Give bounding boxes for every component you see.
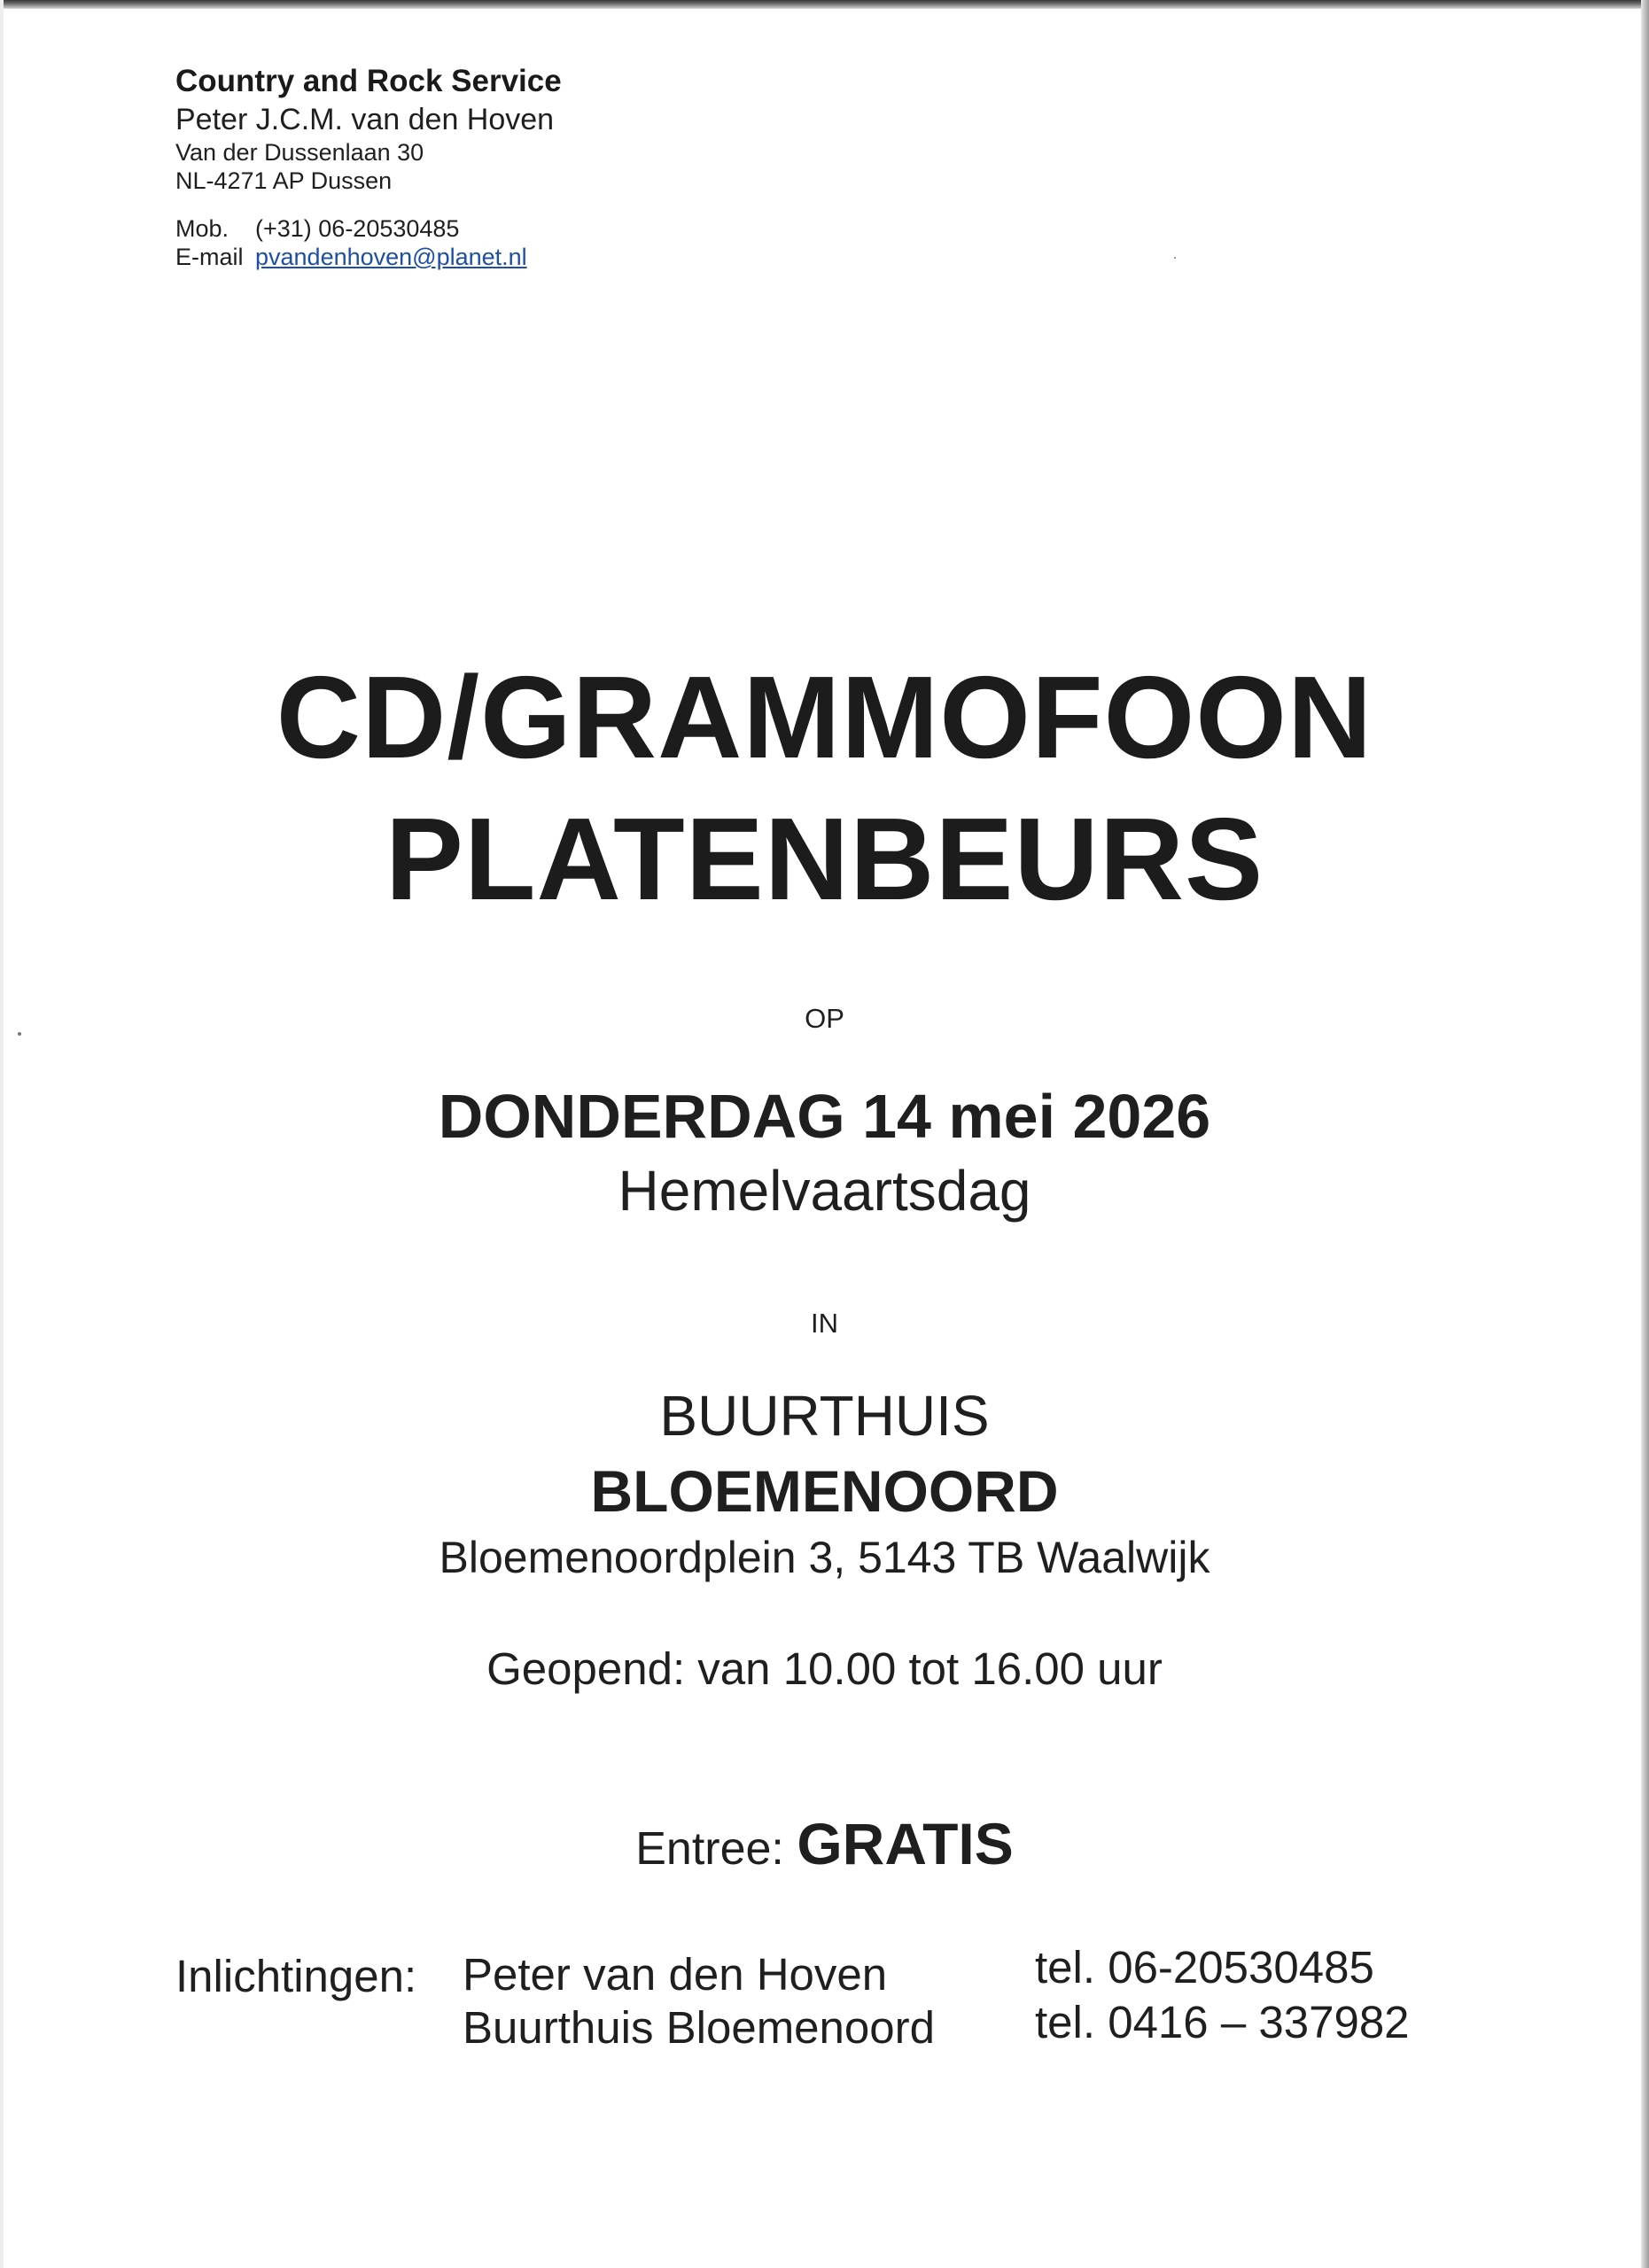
mobile-label: Mob. [175,215,229,242]
contact-person: Peter J.C.M. van den Hoven [175,103,555,136]
contact-phone: tel. 0416 – 337982 [1035,1997,1410,2047]
venue-line-1: BUURTHUIS [659,1384,990,1448]
contact-name: Peter van den Hoven [463,1949,888,2000]
contact-name: Buurthuis Bloemenoord [463,2002,935,2053]
entry-fee [0,1813,1649,1880]
letterhead-contact [175,214,973,271]
street-address: Van der Dussenlaan 30 [175,139,424,166]
on-word: OP [805,1003,844,1034]
city-address: NL-4271 AP Dussen [175,167,393,194]
mobile-row [175,214,973,243]
venue-line-2: BLOEMENOORD [590,1458,1059,1524]
company-name: Country and Rock Service [175,64,562,98]
venue-address: Bloemenoordplein 3, 5143 TB Waalwijk [439,1533,1210,1582]
contact-phone: tel. 06-20530485 [1035,1942,1374,1992]
opening-hours: Geopend: van 10.00 tot 16.00 uur [486,1643,1163,1694]
letterhead [175,62,973,271]
event-holiday: Hemelvaartsdag [618,1159,1031,1223]
email-label: E-mail [175,244,244,270]
entry-value: GRATIS [797,1811,1014,1876]
email-link[interactable]: pvandenhoven@planet.nl [255,244,527,270]
email-row [175,243,973,271]
mobile-number: (+31) 06-20530485 [255,215,460,242]
entry-label: Entree: [635,1823,784,1875]
scan-speck [1174,257,1176,259]
event-title-line-1: CD/GRAMMOFOON [276,652,1373,782]
information-label: Inlichtingen: [175,1951,417,2001]
in-word: IN [811,1308,838,1339]
scan-edge-top [0,0,1649,9]
event-title-line-2: PLATENBEURS [385,794,1264,924]
event-date: DONDERDAG 14 mei 2026 [438,1082,1211,1151]
